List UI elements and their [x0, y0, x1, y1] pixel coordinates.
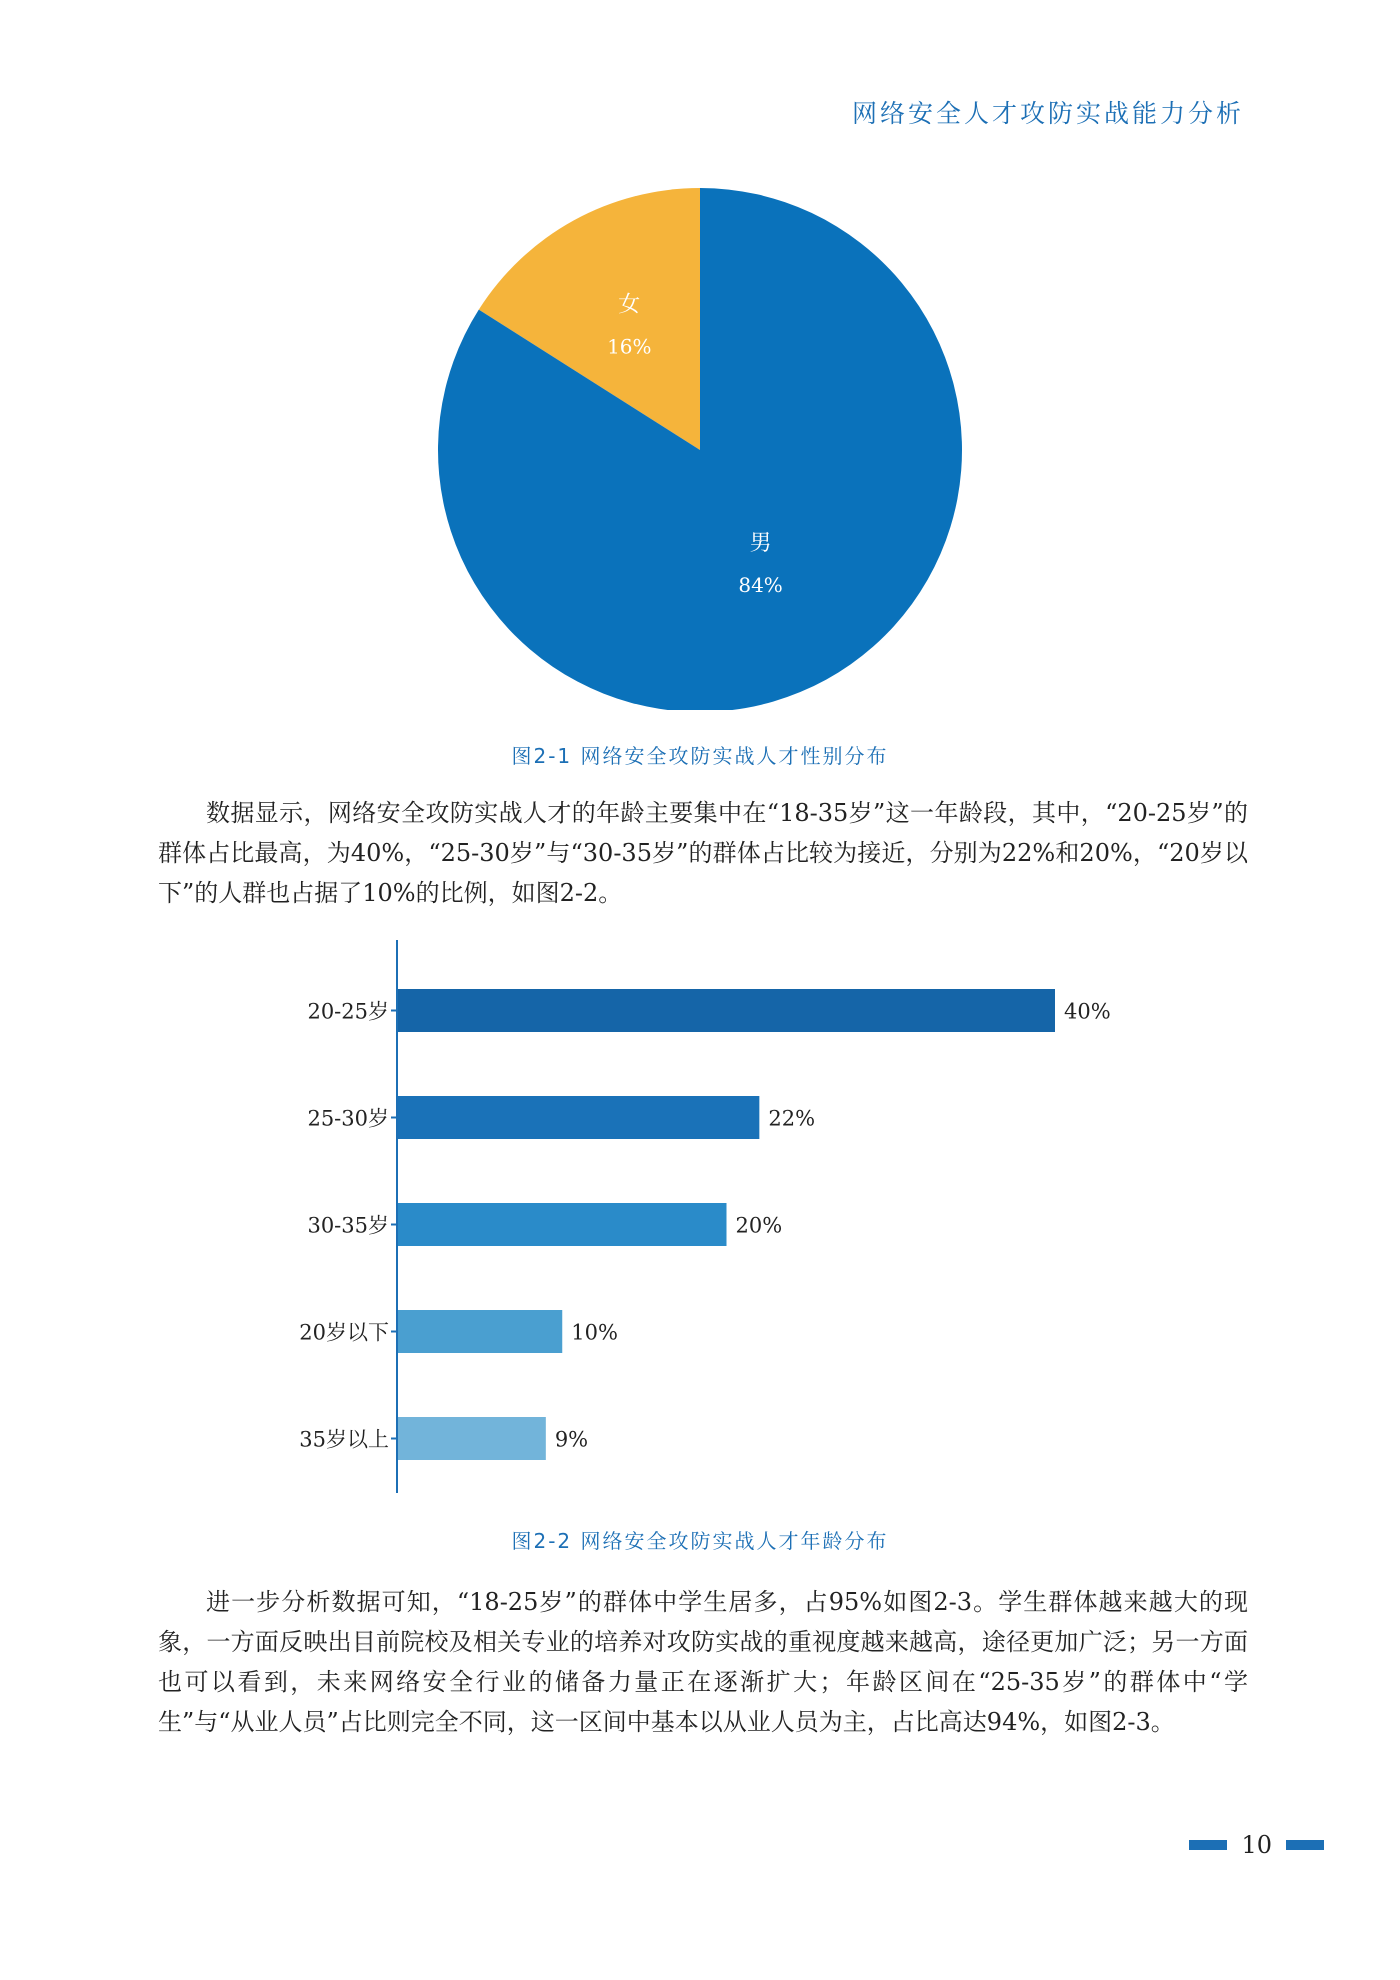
gender-pie-chart: [0, 150, 1400, 710]
bar-category-label-4: 20岁以下: [299, 1320, 389, 1345]
bar-category-label-3: 30-35岁: [307, 1213, 389, 1238]
footer-decor-left: [1189, 1840, 1227, 1850]
bar-category-label-2: 25-30岁: [307, 1106, 389, 1131]
bar-2: [398, 1096, 759, 1139]
bar-category-label-1: 20-25岁: [307, 999, 389, 1024]
figure-caption-2-2: 图2-2 网络安全攻防实战人才年龄分布: [511, 1529, 889, 1553]
footer-decor-right: [1286, 1840, 1324, 1850]
age-bar-chart: [0, 940, 1400, 1500]
pie-label-female: 女: [618, 292, 641, 318]
bar-value-label-4: 10%: [571, 1320, 618, 1345]
pie-value-male: 84%: [738, 573, 783, 598]
running-header-title: 网络安全人才攻防实战能力分析: [851, 99, 1244, 128]
bar-4: [398, 1310, 562, 1353]
page-footer: [1189, 1828, 1324, 1862]
body-paragraph-2: 进一步分析数据可知，“18-25岁”的群体中学生居多，占95%如图2-3。学生群体越来越大的现象，一方面反映出目前院校及相关专业的培养对攻防实战的重视度越来越高，途径更加广泛；另一方面也可以看到，未来网络安全行业的储备力量正在逐渐扩大；年龄区间在“25-35岁”的群体中“学生”与“从业人员”占比则完全不同，这一区间中基本以从业人员为主，占比高达94%，如图2-3。: [158, 1588, 1248, 1736]
page-number: 10: [1241, 1831, 1272, 1859]
pie-label-male: 男: [749, 531, 772, 557]
body-paragraph-1: 数据显示，网络安全攻防实战人才的年龄主要集中在“18-35岁”这一年龄段，其中，“20-25岁”的群体占比最高，为40%，“25-30岁”与“30-35岁”的群体占比较为接近，分别为22%和20%，“20岁以下”的人群也占据了10%的比例，如图2-2。: [158, 799, 1248, 907]
bar-3: [398, 1203, 727, 1246]
figure-caption-2-1: 图2-1 网络安全攻防实战人才性别分布: [511, 744, 889, 768]
pie-value-female: 16%: [607, 334, 652, 359]
bar-1: [398, 989, 1055, 1032]
bar-value-label-2: 22%: [768, 1106, 816, 1131]
bar-5: [398, 1417, 546, 1460]
bar-category-label-5: 35岁以上: [299, 1427, 389, 1452]
bar-value-label-1: 40%: [1064, 999, 1111, 1024]
bar-value-label-3: 20%: [735, 1213, 783, 1238]
bar-value-label-5: 9%: [554, 1427, 589, 1452]
